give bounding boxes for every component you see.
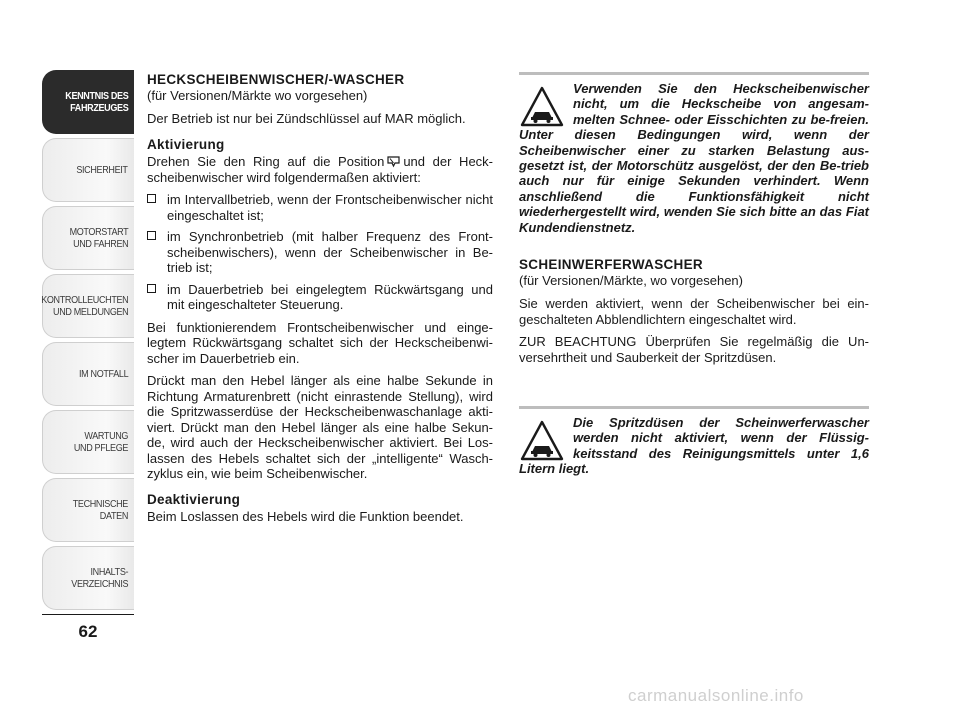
warning-box-rear-wiper — [519, 72, 869, 235]
tab-technische-daten[interactable] — [42, 478, 134, 542]
tab-label: IM NOTFALL — [78, 368, 128, 380]
headlamp-washer-text: Sie werden aktiviert, wenn der Scheibenwischer bei ein-geschalteten Abblendlichtern eingeschaltet wird. — [519, 296, 869, 327]
rear-wiper-icon — [386, 155, 401, 168]
deactivation-text: Beim Loslassen des Hebels wird die Funktion beendet. — [147, 509, 464, 524]
right-column — [519, 72, 869, 477]
list-item: im Dauerbetrieb bei eingelegtem Rückwärtsgang und mit eingeschalteter Steuerung. — [147, 282, 493, 313]
section-subtitle: (für Versionen/Märkte, wo vorgesehen) — [519, 272, 743, 288]
list-item: im Synchronbetrieb (mit halber Frequenz des Front-scheibenwischers), wenn der Scheibenwischer in Be-trieb ist; — [147, 229, 493, 276]
tab-label: MOTORSTART UND FAHREN — [69, 226, 128, 250]
tab-im-notfall[interactable] — [42, 342, 134, 406]
tab-inhaltsverzeichnis[interactable] — [42, 546, 134, 610]
reverse-gear-paragraph: Bei funktionierendem Frontscheibenwischer und einge-legtem Rückwärtsgang schaltet sich der Heckscheibenwi-scher im Dauerbetrieb ein. — [147, 319, 493, 366]
page-number-rule — [42, 614, 134, 615]
warning-triangle-icon — [519, 419, 565, 463]
page-number: 62 — [78, 622, 98, 641]
checkbox-bullet-icon — [147, 284, 156, 293]
watermark: carmanualsonline.info — [628, 686, 804, 705]
tab-label: KENNTNIS DES FAHRZEUGES — [64, 90, 128, 114]
tab-sicherheit[interactable] — [42, 138, 134, 202]
activation-text: Drehen Sie den Ring auf die Position und der Heck-scheibenwischer wird folgendermaßen aktiviert: — [147, 154, 493, 185]
headlamp-washer-note: ZUR BEACHTUNG Überprüfen Sie regelmäßig die Un-versehrtheit und Sauberkeit der Spritzdüsen. — [519, 334, 869, 365]
activation-mode-list — [147, 192, 493, 313]
tab-label: WARTUNG UND PFLEGE — [73, 430, 128, 454]
tab-label: TECHNISCHE DATEN — [72, 498, 128, 522]
chapter-tabs — [42, 70, 134, 614]
warning-text: Die Spritzdüsen der Scheinwerferwascher werden nicht aktiviert, wenn der Flüssig-keitsstand des Reinigungsmittels unter 1,6 Litern liegt. — [519, 415, 869, 477]
section-title-rear-wiper: HECKSCHEIBENWISCHER/-WASCHER — [147, 72, 405, 87]
tab-label: SICHERHEIT — [76, 164, 128, 176]
section-subtitle: (für Versionen/Märkte wo vorgesehen) — [147, 87, 368, 103]
lever-paragraph: Drückt man den Hebel länger als eine halbe Sekunde in Richtung Armaturenbrett (nicht einrastende Stellung), wird die Spritzwasserdüse der Heckscheibenwaschanlage akti-viert. Drückt man den Hebel länger als eine halbe Sekun-de, wird auch der Heckscheibenwischer aktiviert. Bei Los-lassen des Hebels schaltet sich der „intelligente“ Wasch-zyklus ein, wie beim Scheibenwischer. — [147, 373, 493, 481]
tab-kontrolleuchten[interactable] — [42, 274, 134, 338]
warning-triangle-icon — [519, 85, 565, 129]
checkbox-bullet-icon — [147, 194, 156, 203]
tab-kenntnis-des-fahrzeuges[interactable] — [42, 70, 134, 134]
warning-box-headlamp-washer — [519, 406, 869, 477]
left-column — [147, 72, 493, 532]
section-title-headlamp-washer: SCHEINWERFERWASCHER — [519, 257, 703, 273]
tab-label: INHALTS- VERZEICHNIS — [71, 566, 128, 590]
tab-motorstart-und-fahren[interactable] — [42, 206, 134, 270]
intro-text: Der Betrieb ist nur bei Zündschlüssel auf MAR möglich. — [147, 111, 466, 126]
tab-wartung-und-pflege[interactable] — [42, 410, 134, 474]
deactivation-heading: Deaktivierung — [147, 491, 241, 507]
list-item: im Intervallbetrieb, wenn der Frontscheibenwischer nicht eingeschaltet ist; — [147, 192, 493, 223]
checkbox-bullet-icon — [147, 231, 156, 240]
tab-label: KONTROLLEUCHTEN UND MELDUNGEN — [40, 294, 128, 318]
warning-text: Verwenden Sie den Heckscheibenwischer nicht, um die Heckscheibe von angesam-melten Schnee- oder Eisschichten zu be-freien. Unter diesen Bedingungen wird, wenn der Scheibenwischer einer zu starken Belastung aus-gesetzt ist, der Motorschütz ausgelöst, der den Be-trieb auch nur für einige Sekunden verhindert. Wenn anschließend die Funktionsfähigkeit nicht wiederhergestellt wird, wenden Sie sich bitte an das Fiat Kundendienstnetz. — [519, 81, 869, 235]
activation-heading: Aktivierung — [147, 136, 225, 152]
